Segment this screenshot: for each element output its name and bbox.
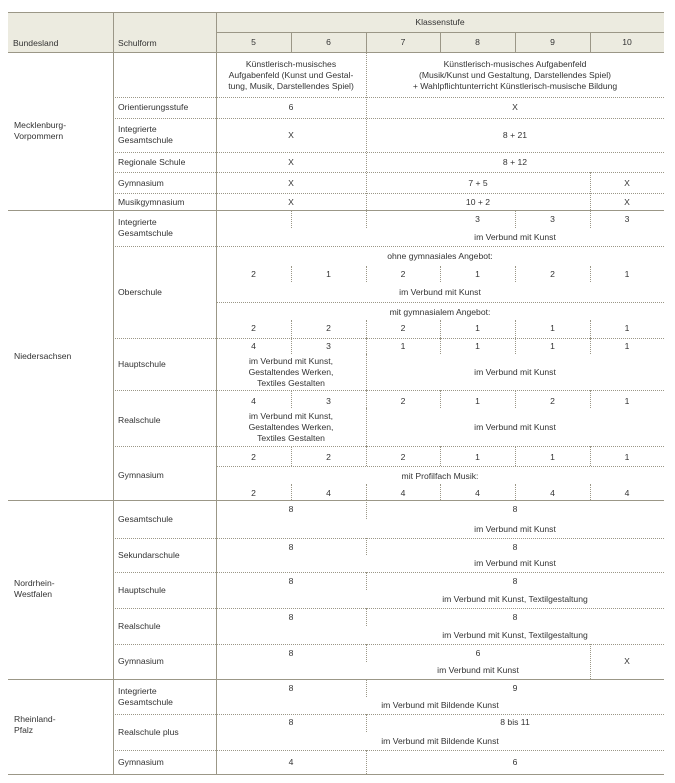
cell-note: im Verbund mit Bildende Kunst — [381, 699, 499, 710]
grade-divider — [440, 446, 441, 466]
grade-divider — [440, 266, 441, 282]
cell-value: 1 — [624, 340, 630, 351]
cell-note: im Verbund mit Kunst, Gestaltendes Werken, Textiles Gestalten — [248, 355, 334, 388]
schulform-realschule: Realschule — [118, 414, 161, 425]
cell-note: im Verbund mit Kunst, Textilgestaltung — [442, 629, 588, 640]
row-divider — [113, 152, 664, 153]
cell-value: 8 — [288, 503, 294, 514]
cell-note: im Verbund mit Kunst, Gestaltendes Werken, Textiles Gestalten — [248, 410, 334, 443]
school-table — [8, 12, 664, 774]
cell-note: im Verbund mit Kunst — [437, 664, 519, 675]
row-divider — [113, 538, 664, 539]
row-divider — [216, 302, 664, 303]
cell-value: 8 — [288, 611, 294, 622]
cell-value: X — [624, 656, 630, 666]
cell-value: X — [288, 156, 294, 167]
grade-divider — [440, 338, 441, 354]
cell-value: 4 — [288, 756, 294, 767]
schulform-integrierte-gesamtschule: Integrierte Gesamtschule — [118, 124, 173, 145]
cell-value: 7 + 5 — [468, 177, 488, 188]
cell-value: 8 — [288, 575, 294, 586]
schulform-header: Schulform — [118, 37, 157, 48]
cell-value: X — [624, 196, 630, 207]
cell-value: 8 + 12 — [502, 156, 528, 167]
grade-header-10: 10 — [622, 36, 632, 47]
cell-value: 2 — [251, 322, 256, 333]
grade-divider — [590, 266, 591, 282]
row-divider — [113, 193, 664, 194]
table-top-rule — [8, 12, 664, 13]
cell-note: im Verbund mit Kunst — [474, 557, 556, 568]
section-rule — [8, 210, 664, 211]
cell-value: 1 — [475, 451, 480, 462]
grade-divider — [366, 338, 367, 354]
schulform-realschule: Realschule — [118, 620, 161, 631]
schulform-gymnasium: Gymnasium — [118, 177, 164, 188]
cell-value: 2 — [326, 322, 331, 333]
row-divider — [113, 118, 664, 119]
cell-value: 1 — [550, 340, 555, 351]
cell-value: 8 — [512, 575, 518, 586]
grade-divider — [366, 484, 367, 500]
cell-value: 8 — [512, 503, 518, 514]
cell-value: 1 — [550, 322, 555, 333]
table-bottom-rule — [8, 774, 664, 775]
grade-divider — [515, 338, 516, 354]
cell-value: 4 — [251, 340, 256, 351]
grade-divider — [366, 446, 367, 466]
cell-value: 4 — [251, 395, 256, 406]
grade-divider — [440, 320, 441, 338]
cell-value: 6 — [512, 756, 518, 767]
schulform-gesamtschule: Gesamtschule — [118, 513, 173, 524]
cell-value: X — [624, 177, 630, 188]
schulform-column-rule — [113, 52, 114, 774]
cell-value: 8 — [288, 716, 294, 727]
state-niedersachsen: Niedersachsen — [14, 350, 72, 361]
grade-divider — [440, 484, 441, 500]
cell-value: 2 — [251, 268, 256, 279]
cell-note: im Verbund mit Kunst — [399, 286, 481, 297]
cell-note: im Verbund mit Kunst — [474, 523, 556, 534]
mv-intro-left: Künstlerisch-musisches Aufgabenfeld (Kunst und Gestal- tung, Musik, Darstellendes Spiel) — [228, 58, 354, 91]
grade-divider — [291, 320, 292, 338]
grade-divider — [366, 266, 367, 282]
cell-note: im Verbund mit Kunst — [474, 421, 556, 432]
section-rule — [8, 500, 664, 501]
grade-header-6: 6 — [326, 36, 331, 47]
cell-note: im Verbund mit Bildende Kunst — [381, 735, 499, 746]
cell-value: 2 — [400, 395, 406, 406]
cell-value: X — [288, 129, 294, 140]
cell-value: 1 — [475, 340, 480, 351]
grade-divider — [515, 446, 516, 466]
cell-value: 3 — [326, 340, 331, 351]
grade-divider — [291, 484, 292, 500]
cell-value: 2 — [400, 268, 406, 279]
grade-divider — [590, 484, 591, 500]
cell-value: 1 — [475, 395, 480, 406]
cell-value: 8 — [288, 647, 294, 658]
oberschule-subheading: ohne gymnasiales Angebot: — [387, 250, 493, 261]
cell-value: 10 + 2 — [465, 196, 491, 207]
grade-divider — [515, 320, 516, 338]
grade-divider — [366, 320, 367, 338]
header-bottom-rule — [8, 52, 664, 53]
row-divider — [113, 572, 664, 573]
cell-value: 1 — [475, 268, 480, 279]
row-divider — [113, 172, 664, 173]
cell-value: 3 — [624, 213, 630, 224]
cell-value: 2 — [400, 451, 406, 462]
state-nordrhein-westfalen: Nordrhein- Westfalen — [14, 578, 55, 599]
grade-divider — [590, 390, 591, 408]
cell-value: 3 — [326, 395, 331, 406]
grade-divider — [515, 390, 516, 408]
schulform-hauptschule: Hauptschule — [118, 358, 166, 369]
cell-value: 2 — [550, 395, 555, 406]
cell-value: 9 — [512, 682, 518, 693]
grade-divider — [515, 484, 516, 500]
cell-value: 3 — [550, 213, 555, 224]
cell-value: X — [512, 101, 518, 112]
cell-note: im Verbund mit Kunst — [474, 231, 556, 242]
row-divider — [113, 446, 664, 447]
row-divider — [113, 750, 664, 751]
row-divider — [113, 644, 664, 645]
row-divider — [113, 714, 664, 715]
cell-value: 1 — [624, 451, 630, 462]
grade-divider — [590, 338, 591, 354]
row-divider — [113, 338, 664, 339]
schulform-sekundarschule: Sekundarschule — [118, 549, 180, 560]
cell-value: 2 — [400, 322, 406, 333]
grade-header-5: 5 — [251, 36, 256, 47]
row-divider — [113, 246, 664, 247]
schulform-integrierte-gesamtschule: Integrierte Gesamtschule — [118, 686, 173, 707]
row-divider — [113, 97, 664, 98]
cell-value: 3 — [475, 213, 480, 224]
cell-value: 4 — [550, 487, 555, 498]
grade-divider — [366, 390, 367, 408]
schulform-integrierte-gesamtschule: Integrierte Gesamtschule — [118, 217, 173, 238]
cell-value: 4 — [475, 487, 480, 498]
cell-value: 6 — [288, 101, 294, 112]
cell-value: 1 — [475, 322, 480, 333]
cell-value: 8 bis 11 — [500, 716, 530, 727]
cell-value: 8 — [288, 541, 294, 552]
cell-value: 1 — [624, 268, 630, 279]
schulform-oberschule: Oberschule — [118, 286, 162, 297]
schulform-hauptschule: Hauptschule — [118, 584, 166, 595]
row-divider — [113, 608, 664, 609]
row-divider — [113, 390, 664, 391]
grade-divider — [291, 446, 292, 466]
cell-value: 4 — [326, 487, 331, 498]
schulform-regionale-schule: Regionale Schule — [118, 156, 186, 167]
cell-value: 1 — [624, 322, 630, 333]
klassenstufe-header: Klassenstufe — [415, 16, 465, 27]
grade-header-8: 8 — [475, 36, 480, 47]
cell-value: 4 — [400, 487, 406, 498]
grade-divider — [291, 266, 292, 282]
grade-divider — [515, 266, 516, 282]
state-rheinland-pfalz: Rheinland- Pfalz — [14, 714, 56, 735]
cell-value: 1 — [400, 340, 406, 351]
cell-value: 6 — [475, 647, 481, 658]
cell-value: 8 — [512, 611, 518, 622]
grade-divider — [291, 390, 292, 408]
row-divider — [216, 466, 664, 467]
cell-value: 8 + 21 — [502, 129, 528, 140]
schulform-orientierungsstufe: Orientierungsstufe — [118, 101, 189, 112]
cell-value: 4 — [624, 487, 630, 498]
grade-divider — [291, 338, 292, 354]
state-mecklenburg-vorpommern: Mecklenburg- Vorpommern — [14, 120, 67, 141]
cell-value: 2 — [251, 451, 256, 462]
grade-header-7: 7 — [400, 36, 406, 47]
cell-note: im Verbund mit Kunst — [474, 366, 556, 377]
cell-value: X — [288, 177, 294, 188]
grade-divider — [590, 446, 591, 466]
cell-value: 2 — [550, 268, 555, 279]
cell-note: im Verbund mit Kunst, Textilgestaltung — [442, 593, 588, 604]
oberschule-subheading: mit gymnasialem Angebot: — [389, 306, 491, 317]
cell-value: 1 — [326, 268, 331, 279]
bundesland-header: Bundesland — [13, 37, 59, 48]
cell-value: 2 — [326, 451, 331, 462]
schulform-realschule-plus: Realschule plus — [118, 726, 179, 737]
grade-divider — [291, 210, 292, 228]
cell-value: 2 — [251, 487, 256, 498]
mv-intro-right: Künstlerisch-musisches Aufgabenfeld (Musik/Kunst und Gestaltung, Darstellendes Spiel) + Wahlpflichtunterricht Künstlerisch-musische Bildung — [412, 58, 618, 91]
schulform-musikgymnasium: Musikgymnasium — [118, 196, 185, 207]
grade-divider — [590, 320, 591, 338]
schulform-gymnasium: Gymnasium — [118, 656, 164, 666]
schulform-gymnasium: Gymnasium — [118, 469, 164, 480]
section-rule — [8, 679, 664, 680]
gymnasium-subheading: mit Profilfach Musik: — [401, 470, 479, 481]
schulform-gymnasium: Gymnasium — [118, 756, 164, 767]
cell-value: 1 — [550, 451, 555, 462]
cell-value: X — [288, 196, 294, 207]
cell-value: 1 — [624, 395, 630, 406]
grade-header-9: 9 — [550, 36, 555, 47]
grade-divider — [440, 390, 441, 408]
cell-value: 8 — [512, 541, 518, 552]
cell-value: 8 — [288, 682, 294, 693]
